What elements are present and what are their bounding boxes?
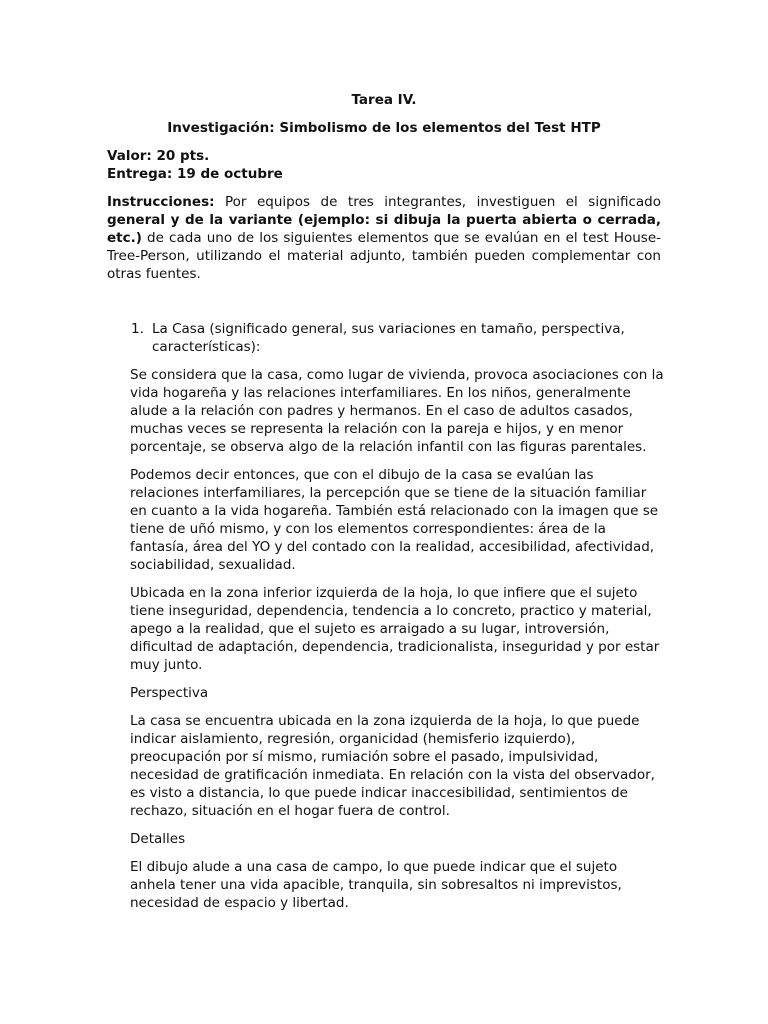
list-item: [131, 320, 651, 356]
paragraph-casa-general: Se considera que la casa, como lugar de vivienda, provoca asociaciones con la vida hogareña y las relaciones interfamiliares. En los niños, generalmente alude a la relación con padres y hermanos. En el caso de adultos casados, muchas veces se representa la relación con la pareja e hijos, y en menor porcentaje, se observa algo de la relación infantil con las figuras parentales.: [130, 367, 664, 455]
paragraph-perspectiva: La casa se encuentra ubicada en la zona izquierda de la hoja, lo que puede indicar aislamiento, regresión, organicidad (hemisferio izquierdo), preocupación por sí mismo, rumiación sobre el pasado, impulsividad, necesidad de gratificación inmediata. En relación con la vista del observador, es visto a distancia, lo que puede indicar inaccesibilidad, sentimientos de rechazo, situación en el hogar fuera de control.: [130, 713, 655, 819]
paragraph-casa-ubicacion: Ubicada en la zona inferior izquierda de la hoja, lo que infiere que el sujeto tiene inseguridad, dependencia, tendencia a lo concreto, practico y material, apego a la realidad, que el sujeto es arraigado a su lugar, introversión, dificultad de adaptación, dependencia, tradicionalista, inseguridad y por estar muy junto.: [130, 585, 660, 673]
instructions-text-2: de cada uno de los siguientes elementos que se evalúan en el test House-Tree-Person, utilizando el material adjunto, también pueden complementar con otras fuentes.: [107, 230, 661, 282]
document-title: Tarea IV.: [351, 92, 417, 108]
paragraph-detalles: El dibujo alude a una casa de campo, lo que puede indicar que el sujeto anhela tener una vida apacible, tranquila, sin sobresaltos ni imprevistos, necesidad de espacio y libertad.: [130, 859, 622, 911]
instructions-text-1: Por equipos de tres integrantes, investiguen el significado: [214, 194, 661, 210]
valor-line: Valor: 20 pts.: [107, 148, 210, 164]
instructions-label: Instrucciones:: [107, 194, 215, 210]
heading-detalles: Detalles: [130, 831, 186, 847]
elements-list: [131, 320, 651, 356]
heading-perspectiva: Perspectiva: [130, 685, 209, 701]
document-subtitle: Investigación: Simbolismo de los elementos del Test HTP: [167, 120, 601, 136]
instructions-paragraph: [107, 193, 661, 283]
list-item-text: La Casa (significado general, sus variaciones en tamaño, perspectiva, características):: [152, 321, 625, 355]
paragraph-casa-evaluacion: Podemos decir entonces, que con el dibujo de la casa se evalúan las relaciones interfamiliares, la percepción que se tiene de la situación familiar en cuanto a la vida hogareña. También está relacionado con la imagen que se tiene de uñó mismo, y con los elementos correspondientes: área de la fantasía, área del YO y del contado con la realidad, accesibilidad, afectividad, sociabilidad, sexualidad.: [130, 467, 659, 573]
list-item-number: 1.: [131, 321, 144, 337]
instructions-bold: general y de la variante (ejemplo: si dibuja la puerta abierta o cerrada, etc.): [107, 212, 661, 246]
entrega-line: Entrega: 19 de octubre: [107, 166, 283, 182]
